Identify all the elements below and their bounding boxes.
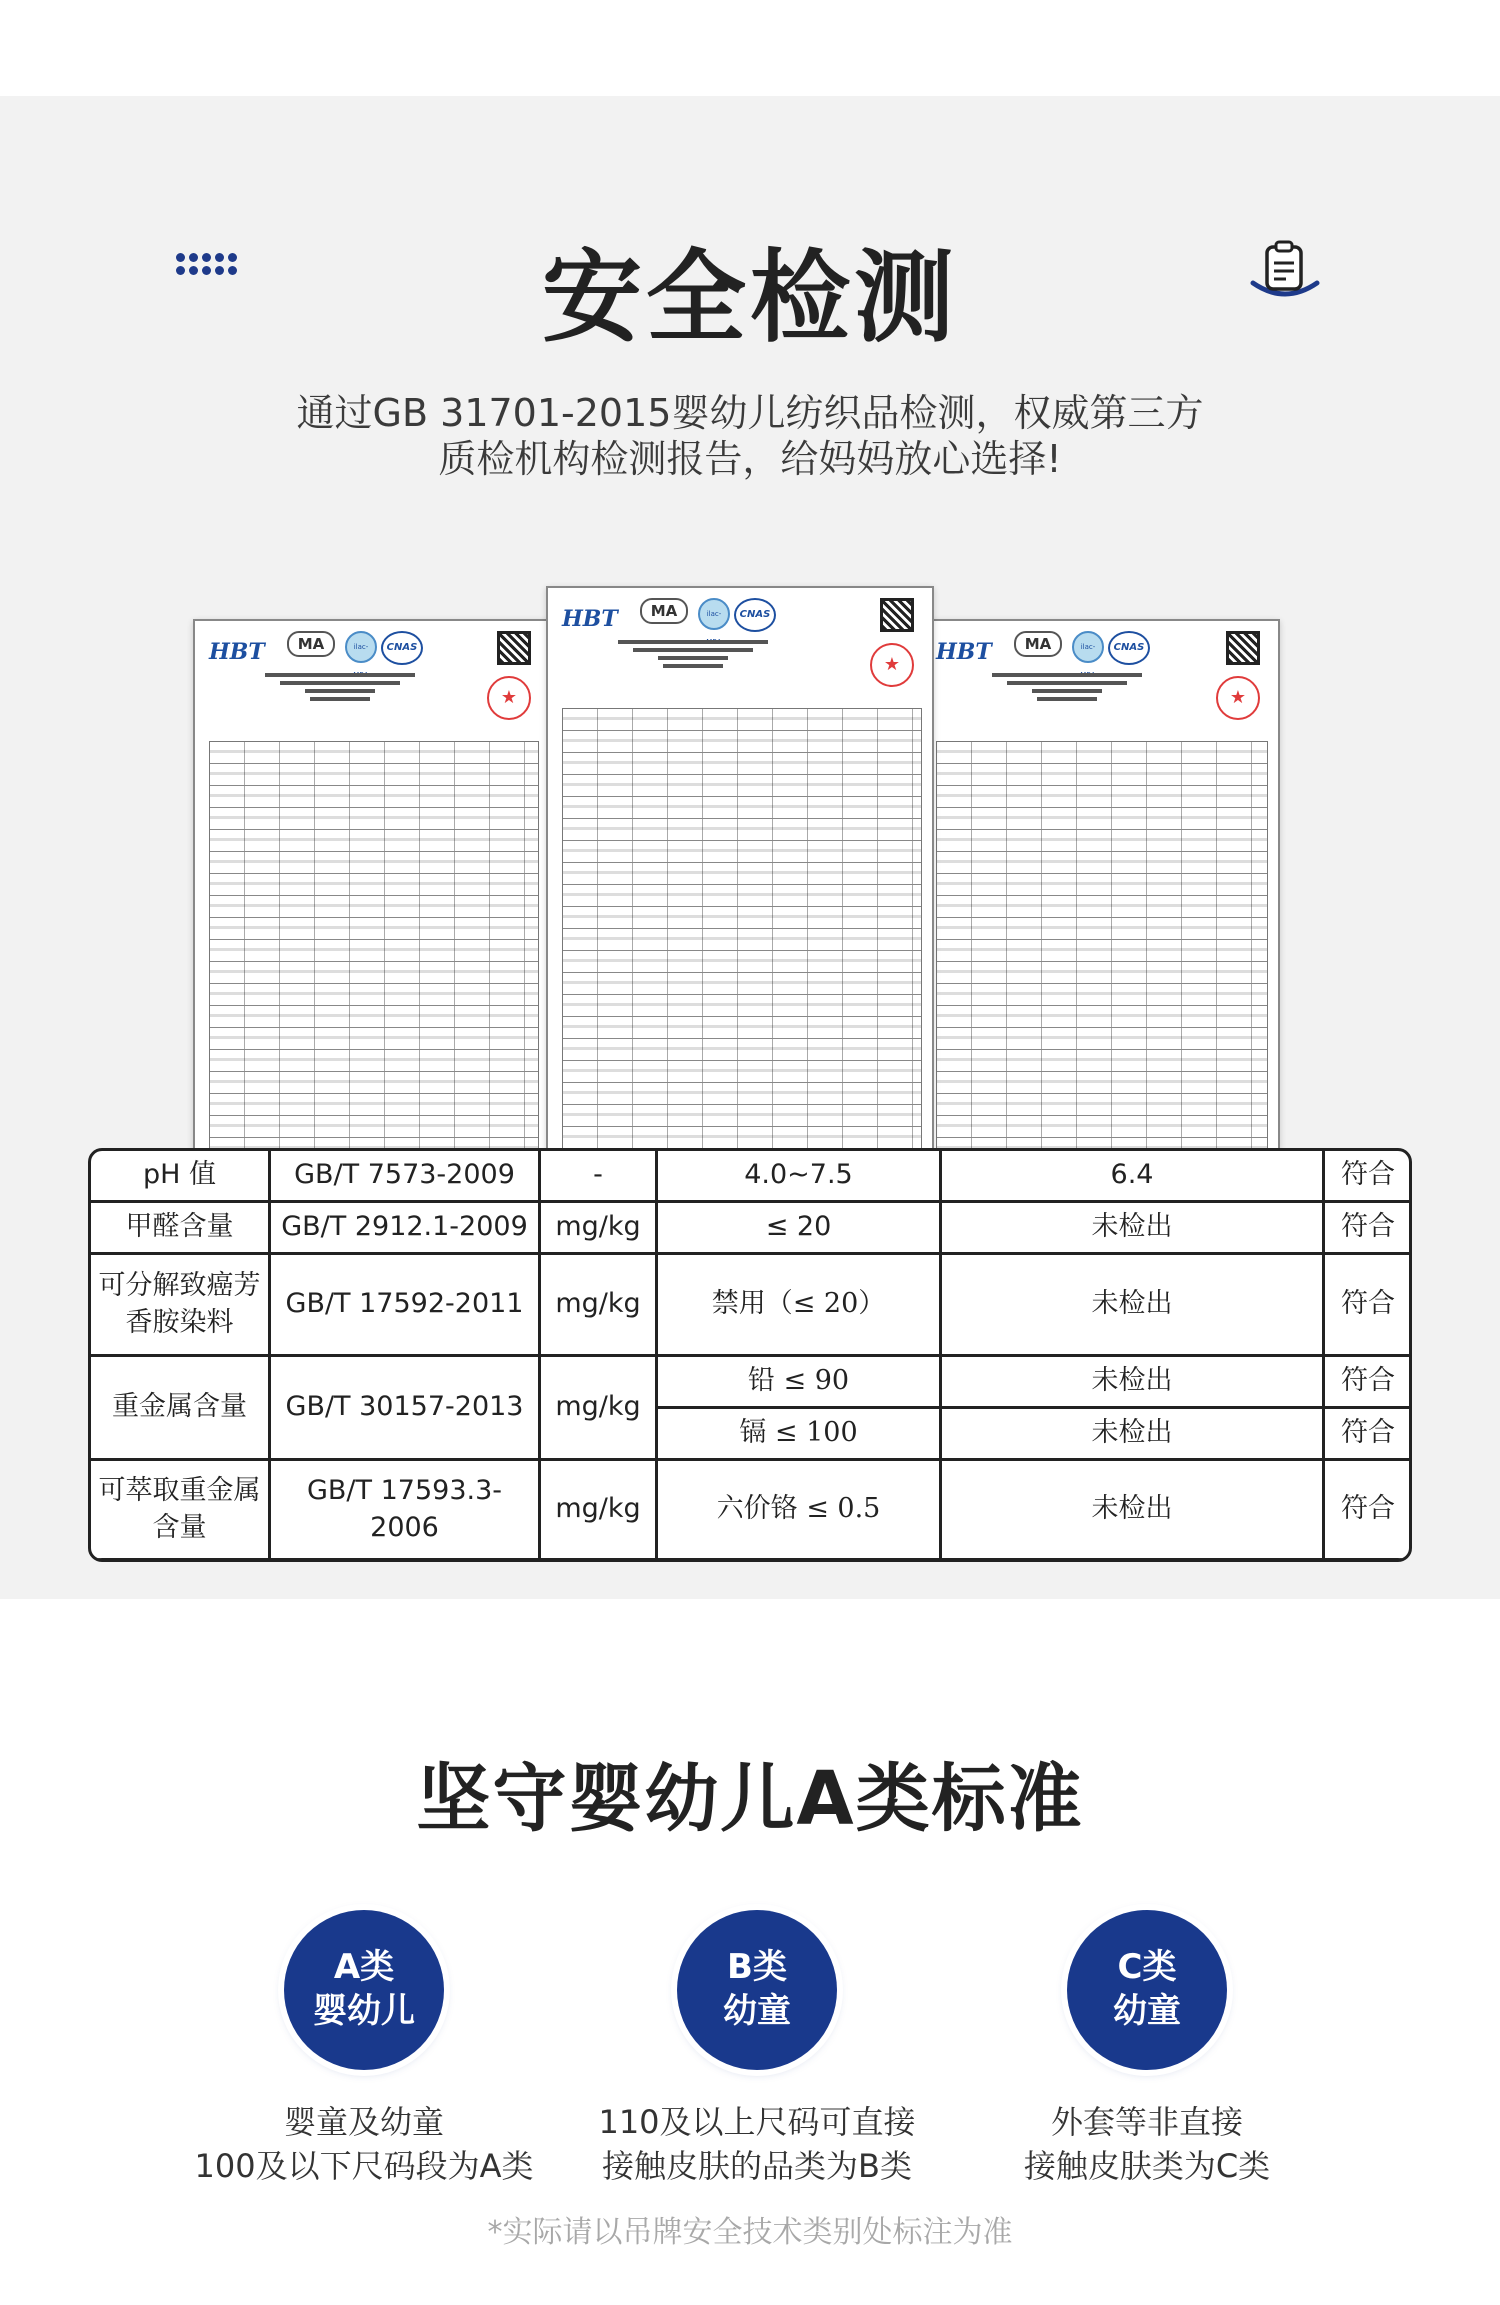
cell-verdict: 符合	[1324, 1254, 1413, 1356]
class-a-group: 婴幼儿	[313, 1991, 415, 2031]
test-report-image-center	[546, 586, 934, 1161]
empty-cell	[1324, 1560, 1413, 1563]
cell-item-line-1: 可萃取重金属	[98, 1475, 261, 1507]
cell-standard: GB/T 17592-2011	[270, 1254, 540, 1356]
class-b-badge	[677, 1910, 837, 2070]
cell-verdict: 符合	[1324, 1408, 1413, 1460]
table-row	[90, 1356, 1413, 1408]
empty-cell	[540, 1560, 657, 1563]
test-report-image-right	[920, 619, 1280, 1159]
class-c-description-2: 接触皮肤类为C类	[1023, 2147, 1271, 2185]
cnas-logo: CNAS	[381, 631, 423, 665]
class-b-group: 幼童	[723, 1991, 791, 2031]
cell-standard: GB/T 17593.3-2006	[270, 1460, 540, 1560]
cell-requirement: 六价铬 ≤ 0.5	[657, 1460, 941, 1560]
cell-verdict: 符合	[1324, 1356, 1413, 1408]
cell-verdict: 符合	[1324, 1150, 1413, 1202]
cnas-logo: CNAS	[734, 598, 776, 632]
class-b-description-2: 接触皮肤的品类为B类	[602, 2147, 912, 2185]
ilac-logo: ilac-	[1072, 631, 1104, 663]
empty-cell	[90, 1560, 270, 1563]
cell-requirement: 4.0~7.5	[657, 1150, 941, 1202]
red-seal-icon: ★	[870, 643, 914, 687]
qr-code-icon	[1226, 631, 1260, 665]
cell-item-line-2: 香胺染料	[125, 1306, 234, 1338]
class-c-label: C类	[1117, 1947, 1177, 1987]
class-a-description-1: 婴童及幼童	[283, 2103, 444, 2141]
empty-cell	[941, 1560, 1324, 1563]
cell-result: 未检出	[941, 1202, 1324, 1254]
cell-item-line-1: 可分解致癌芳	[98, 1270, 261, 1302]
qr-code-icon	[497, 631, 531, 665]
cell-verdict: 符合	[1324, 1202, 1413, 1254]
class-a-badge	[284, 1910, 444, 2070]
cell-result: 未检出	[941, 1254, 1324, 1356]
report-table	[562, 708, 922, 1159]
cell-item	[90, 1460, 270, 1560]
cell-standard: GB/T 30157-2013	[270, 1356, 540, 1460]
cell-result: 未检出	[941, 1356, 1324, 1408]
ilac-logo: ilac-	[345, 631, 377, 663]
cell-result: 6.4	[941, 1150, 1324, 1202]
cell-requirement: 禁用（≤ 20）	[657, 1254, 941, 1356]
table-row	[90, 1150, 1413, 1202]
cell-verdict: 符合	[1324, 1460, 1413, 1560]
hbt-logo: HBT	[936, 639, 992, 665]
cell-item: 重金属含量	[90, 1356, 270, 1460]
table-row	[90, 1254, 1413, 1356]
report-table	[209, 741, 539, 1157]
cell-requirement: 铅 ≤ 90	[657, 1356, 941, 1408]
table-row-partial	[90, 1560, 1413, 1563]
section-title: 安全检测	[542, 239, 958, 356]
cell-result: 未检出	[941, 1460, 1324, 1560]
report-table	[936, 741, 1268, 1157]
cell-unit: mg/kg	[540, 1460, 657, 1560]
class-b-description-1: 110及以上尺码可直接	[598, 2103, 916, 2141]
cell-item: 甲醛含量	[90, 1202, 270, 1254]
class-c-description-1: 外套等非直接	[1050, 2103, 1243, 2141]
ma-logo: MA	[287, 631, 335, 657]
report-heading	[608, 636, 778, 672]
test-results-table	[88, 1148, 1412, 1562]
cell-standard: GB/T 2912.1-2009	[270, 1202, 540, 1254]
cell-unit: -	[540, 1150, 657, 1202]
ma-logo: MA	[640, 598, 688, 624]
cell-unit: mg/kg	[540, 1202, 657, 1254]
cell-unit: mg/kg	[540, 1254, 657, 1356]
cell-requirement: 镉 ≤ 100	[657, 1408, 941, 1460]
cell-unit: mg/kg	[540, 1356, 657, 1460]
empty-cell	[270, 1560, 540, 1563]
cell-item	[90, 1254, 270, 1356]
test-report-image-left	[193, 619, 551, 1159]
cell-item-line-2: 含量	[152, 1511, 207, 1543]
ma-logo: MA	[1014, 631, 1062, 657]
table-row	[90, 1202, 1413, 1254]
cell-standard: GB/T 7573-2009	[270, 1150, 540, 1202]
report-heading	[982, 669, 1152, 705]
hbt-logo: HBT	[562, 606, 618, 632]
class-a-description-2: 100及以下尺码段为A类	[194, 2147, 534, 2185]
class-a-label: A类	[333, 1947, 395, 1987]
cell-requirement: ≤ 20	[657, 1202, 941, 1254]
red-seal-icon: ★	[1216, 676, 1260, 720]
subtitle-line-2: 质检机构检测报告，给妈妈放心选择!	[438, 437, 1062, 481]
table-row	[90, 1460, 1413, 1560]
empty-cell	[657, 1560, 941, 1563]
cnas-logo: CNAS	[1108, 631, 1150, 665]
report-heading	[255, 669, 425, 705]
a-class-standard-title: 坚守婴幼儿A类标准	[416, 1756, 1084, 1842]
cell-item: pH 值	[90, 1150, 270, 1202]
footnote: *实际请以吊牌安全技术类别处标注为准	[487, 2215, 1013, 2250]
class-b-label: B类	[727, 1947, 787, 1987]
class-c-badge	[1067, 1910, 1227, 2070]
red-seal-icon: ★	[487, 676, 531, 720]
hbt-logo: HBT	[209, 639, 265, 665]
subtitle-line-1: 通过GB 31701-2015婴幼儿纺织品检测，权威第三方	[296, 391, 1204, 435]
class-c-group: 幼童	[1113, 1991, 1181, 2031]
qr-code-icon	[880, 598, 914, 632]
ilac-logo: ilac-	[698, 598, 730, 630]
cell-result: 未检出	[941, 1408, 1324, 1460]
